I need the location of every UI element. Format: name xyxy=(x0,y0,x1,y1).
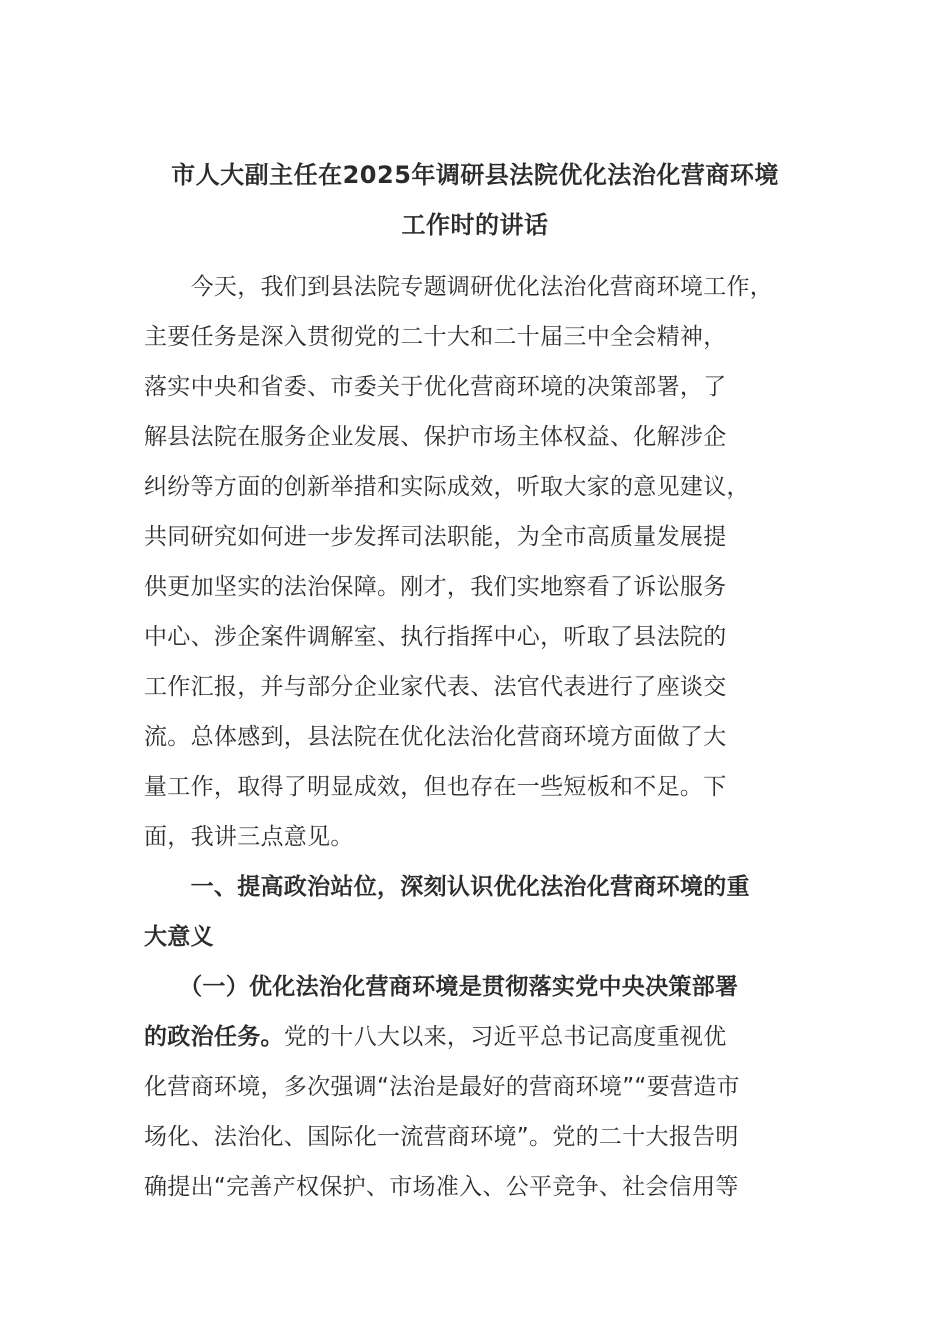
line-text: 主要任务是深入贯彻党的二十大和二十届三中全会精神， xyxy=(144,324,727,350)
paragraph-line xyxy=(144,812,824,862)
heading-text: 一、提高政治站位，深刻认识优化法治化营商环境的重 xyxy=(144,874,750,900)
line-text: 化营商环境，多次强调“法治是最好的营商环境”“要营造市 xyxy=(144,1074,740,1100)
line-text: 中心、涉企案件调解室、执行指挥中心，听取了县法院的 xyxy=(144,624,727,650)
line-text: 今天，我们到县法院专题调研优化法治化营商环境工作， xyxy=(144,274,774,300)
paragraph-line xyxy=(144,1012,824,1062)
paragraph-line xyxy=(144,512,824,562)
heading-text: （一）优化法治化营商环境是贯彻落实党中央决策部署 xyxy=(144,974,739,1000)
line-text: 工作汇报，并与部分企业家代表、法官代表进行了座谈交 xyxy=(144,674,727,700)
document-body xyxy=(144,262,824,1212)
paragraph-line xyxy=(144,712,824,762)
title-line: 市人大副主任在2025年调研县法院优化法治化营商环境 xyxy=(171,161,779,189)
line-text: 面，我讲三点意见。 xyxy=(144,824,354,850)
paragraph-line xyxy=(144,412,824,462)
paragraph-line xyxy=(144,662,824,712)
line-text: 确提出“完善产权保护、市场准入、公平竞争、社会信用等 xyxy=(144,1174,739,1200)
paragraph-line xyxy=(144,762,824,812)
document-title xyxy=(130,150,820,250)
heading-text: 的政治任务。 xyxy=(144,1024,284,1050)
paragraph-line xyxy=(144,1112,824,1162)
line-text: 量工作，取得了明显成效，但也存在一些短板和不足。下 xyxy=(144,774,727,800)
title-line: 工作时的讲话 xyxy=(401,211,549,239)
line-text: 流。总体感到，县法院在优化法治化营商环境方面做了大 xyxy=(144,724,727,750)
heading-text: 大意义 xyxy=(144,924,214,950)
paragraph-line xyxy=(144,312,824,362)
paragraph-line xyxy=(144,1062,824,1112)
section-heading-line xyxy=(144,862,824,912)
paragraph-line xyxy=(144,562,824,612)
paragraph-line xyxy=(144,1162,824,1212)
paragraph-line xyxy=(144,262,824,312)
line-text: 共同研究如何进一步发挥司法职能，为全市高质量发展提 xyxy=(144,524,727,550)
line-text: 纠纷等方面的创新举措和实际成效，听取大家的意见建议， xyxy=(144,474,750,500)
paragraph-line xyxy=(144,462,824,512)
line-text: 场化、法治化、国际化一流营商环境”。党的二十大报告明 xyxy=(144,1124,739,1150)
paragraph-line xyxy=(144,362,824,412)
subsection-heading-line xyxy=(144,962,824,1012)
section-heading-line xyxy=(144,912,824,962)
line-text: 解县法院在服务企业发展、保护市场主体权益、化解涉企 xyxy=(144,424,727,450)
line-text: 党的十八大以来，习近平总书记高度重视优 xyxy=(283,1024,727,1050)
line-text: 供更加坚实的法治保障。刚才，我们实地察看了诉讼服务 xyxy=(144,574,727,600)
paragraph-line xyxy=(144,612,824,662)
line-text: 落实中央和省委、市委关于优化营商环境的决策部署，了 xyxy=(144,374,727,400)
